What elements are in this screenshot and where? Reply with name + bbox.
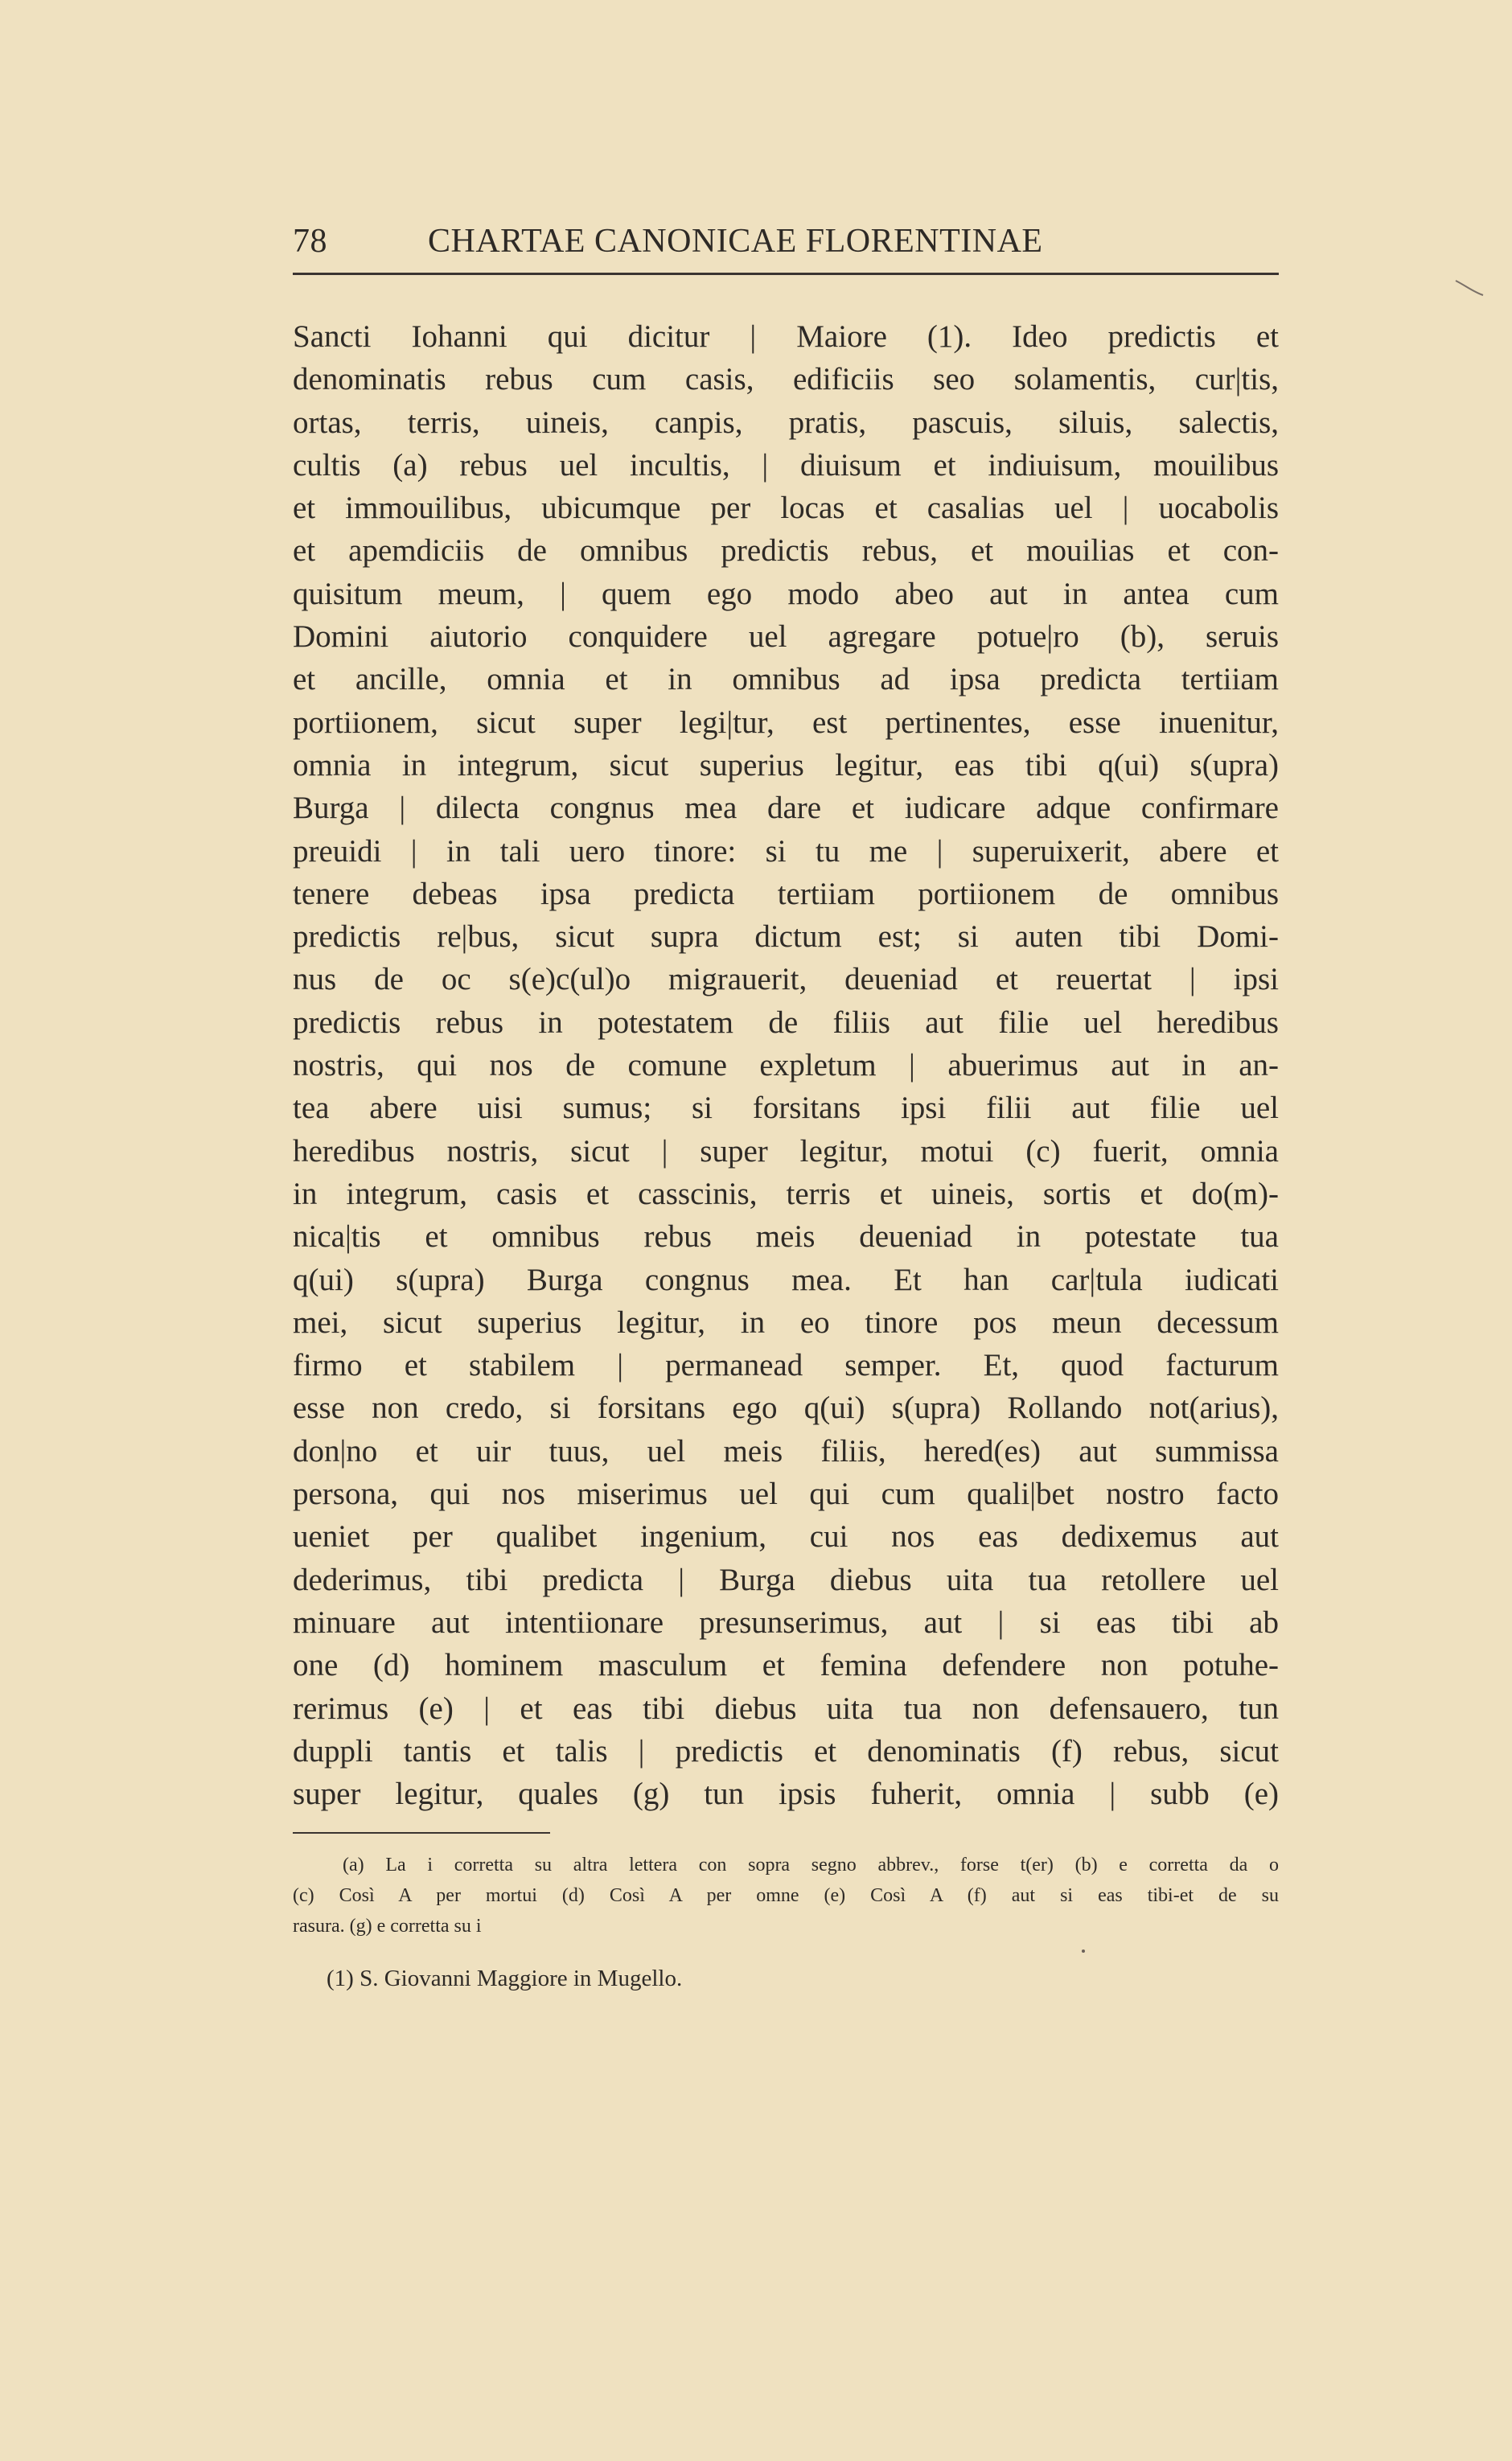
text-line: omnia in integrum, sicut superius legitur, eas tibi q(ui) s(upra) bbox=[293, 747, 1279, 783]
main-text bbox=[293, 315, 1279, 1815]
text-line: Burga | dilecta congnus mea dare et iudicare adque confirmare bbox=[293, 791, 1279, 826]
text-line: et immouilibus, ubicumque per locas et casalias uel | uocabolis bbox=[293, 491, 1279, 526]
text-line: et ancille, omnia et in omnibus ad ipsa predicta tertiiam bbox=[293, 662, 1279, 697]
text-line: one (d) hominem masculum et femina defendere non potuhe- bbox=[293, 1648, 1279, 1683]
text-line: tenere debeas ipsa predicta tertiiam portiionem de omnibus bbox=[293, 876, 1279, 911]
page-number: 78 bbox=[293, 223, 327, 260]
text-line: don|no et uir tuus, uel meis filiis, hered(es) aut summissa bbox=[293, 1433, 1279, 1469]
text-line: super legitur, quales (g) tun ipsis fuherit, omnia | subb (e) bbox=[293, 1777, 1279, 1812]
text-line: quisitum meum, | quem ego modo abeo aut in antea cum bbox=[293, 576, 1279, 611]
page-corner-mark bbox=[1454, 277, 1486, 298]
text-line: denominatis rebus cum casis, edificiis seo solamentis, cur|tis, bbox=[293, 362, 1279, 397]
text-line: duppli tantis et talis | predictis et denominatis (f) rebus, sicut bbox=[293, 1733, 1279, 1769]
text-line: cultis (a) rebus uel incultis, | diuisum et indiuisum, mouilibus bbox=[293, 447, 1279, 483]
text-line: esse non credo, si forsitans ego q(ui) s(upra) Rollando not(arius), bbox=[293, 1391, 1279, 1426]
critical-apparatus bbox=[293, 1850, 1279, 1941]
text-line: Domini aiutorio conquidere uel agregare potue|ro (b), seruis bbox=[293, 619, 1279, 655]
text-line: predictis rebus in potestatem de filiis aut filie uel heredibus bbox=[293, 1005, 1279, 1040]
text-line: nus de oc s(e)c(ul)o migrauerit, deueniad et reuertat | ipsi bbox=[293, 962, 1279, 997]
text-line: heredibus nostris, sicut | super legitur, motui (c) fuerit, omnia bbox=[293, 1133, 1279, 1169]
print-speck bbox=[1082, 1949, 1085, 1953]
text-line: minuare aut intentiionare presunserimus, aut | si eas tibi ab bbox=[293, 1604, 1279, 1640]
footnote: (1) S. Giovanni Maggiore in Mugello. bbox=[327, 1966, 683, 1991]
text-line: firmo et stabilem | permanead semper. Et, quod facturum bbox=[293, 1348, 1279, 1383]
text-line: nica|tis et omnibus rebus meis deueniad in potestate tua bbox=[293, 1219, 1279, 1255]
text-line: preuidi | in tali uero tinore: si tu me | superuixerit, abere et bbox=[293, 833, 1279, 869]
header-rule bbox=[293, 273, 1279, 275]
text-line: tea abere uisi sumus; si forsitans ipsi filii aut filie uel bbox=[293, 1091, 1279, 1126]
text-line: predictis re|bus, sicut supra dictum est; si auten tibi Domi- bbox=[293, 919, 1279, 955]
running-header bbox=[293, 217, 1279, 265]
notes-rule bbox=[293, 1832, 550, 1834]
text-line: in integrum, casis et casscinis, terris et uineis, sortis et do(m)- bbox=[293, 1176, 1279, 1211]
text-line: persona, qui nos miserimus uel qui cum quali|bet nostro facto bbox=[293, 1477, 1279, 1512]
text-line: mei, sicut superius legitur, in eo tinore pos meun decessum bbox=[293, 1304, 1279, 1340]
text-line: Sancti Iohanni qui dicitur | Maiore (1). Ideo predictis et bbox=[293, 319, 1279, 354]
apparatus-note: (a) La i corretta su altra lettera con sopra segno abbrev., forse t(er) (b) e corretta da o bbox=[343, 1855, 1279, 1876]
text-line: rerimus (e) | et eas tibi diebus uita tua non defensauero, tun bbox=[293, 1691, 1279, 1726]
text-line: ueniet per qualibet ingenium, cui nos eas dedixemus aut bbox=[293, 1519, 1279, 1555]
text-line: et apemdiciis de omnibus predictis rebus, et mouilias et con- bbox=[293, 533, 1279, 569]
text-line: portiionem, sicut super legi|tur, est pertinentes, esse inuenitur, bbox=[293, 705, 1279, 740]
text-line: q(ui) s(upra) Burga congnus mea. Et han car|tula iudicati bbox=[293, 1262, 1279, 1297]
apparatus-note: rasura. (g) e corretta su i bbox=[293, 1916, 482, 1937]
text-line: dederimus, tibi predicta | Burga diebus uita tua retollere uel bbox=[293, 1562, 1279, 1597]
running-title: CHARTAE CANONICAE FLORENTINAE bbox=[428, 223, 1043, 260]
apparatus-note: (c) Così A per mortui (d) Così A per omne (e) Così A (f) aut si eas tibi-et de su bbox=[293, 1885, 1279, 1906]
text-line: ortas, terris, uineis, canpis, pratis, pascuis, siluis, salectis, bbox=[293, 405, 1279, 440]
text-line: nostris, qui nos de comune expletum | abuerimus aut in an- bbox=[293, 1048, 1279, 1083]
